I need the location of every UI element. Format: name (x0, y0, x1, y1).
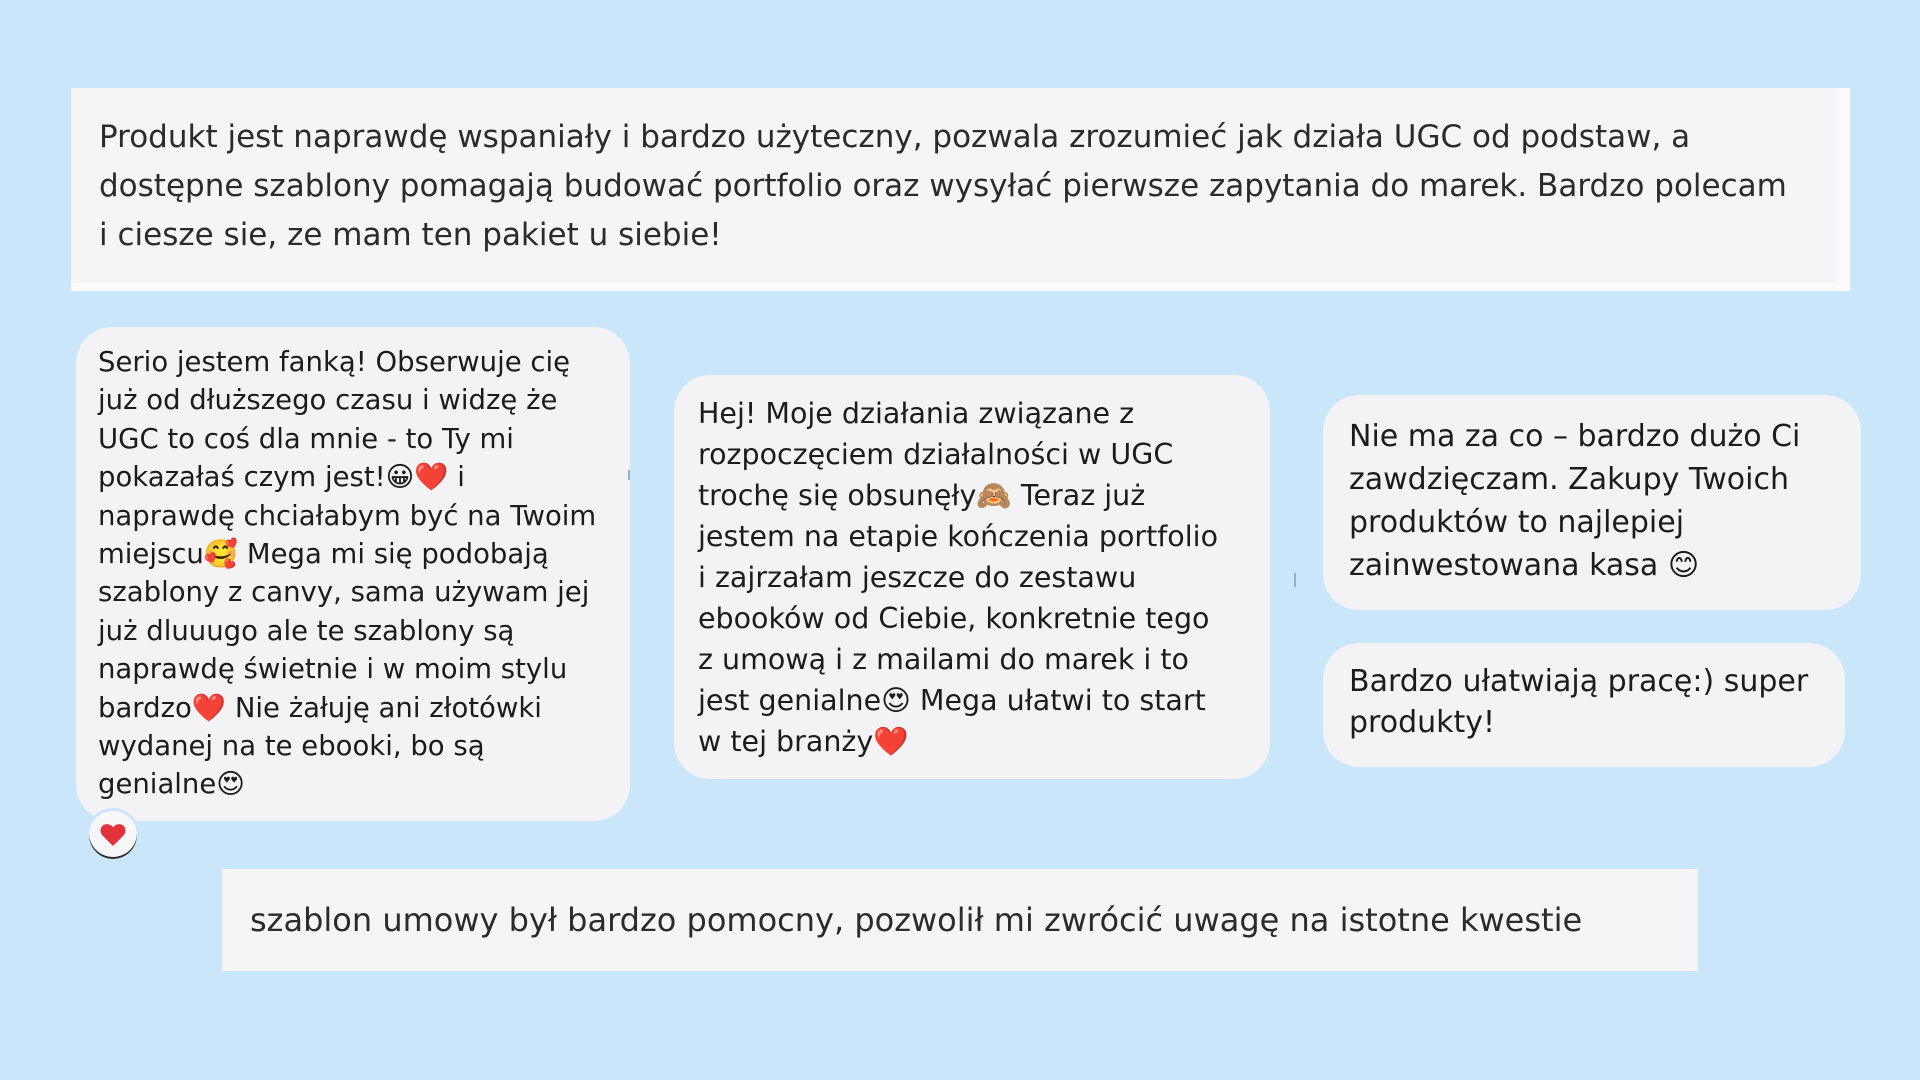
message-bubble-1: Serio jestem fanką! Obserwuje cię już od dłuższego czasu i widzę że UGC to coś dla mnie - to Ty mi pokazałaś czym jest!😀❤️ i naprawdę chciałabym być na Twoim miejscu🥰 Mega mi się podobają szablony z canvy, sama używam jej już dluuugo ale te szablony są naprawdę świetnie i w moim stylu bardzo❤️ Nie żałuję ani złotówki wydanej na te ebooki, bo są genialne😍 (76, 327, 630, 821)
top-testimonial-card: Produkt jest naprawdę wspaniały i bardzo użyteczny, pozwala zrozumieć jak działa UGC od podstaw, a dostępne szablony pomagają budować portfolio oraz wysyłać pierwsze zapytania do marek. Bardzo polecam i ciesze sie, ze mam ten pakiet u siebie! (71, 88, 1850, 291)
message-bubble-2: Hej! Moje działania związane z rozpoczęciem działalności w UGC trochę się obsunęły🙈 Teraz już jestem na etapie kończenia portfolio i zajrzałam jeszcze do zestawu ebooków od Ciebie, konkretnie tego z umową i z mailami do marek i to jest genialne😍 Mega ułatwi to start w tej branży❤️ (674, 375, 1270, 779)
message-bubble-4: Bardzo ułatwiają pracę:) super produkty! (1323, 643, 1845, 767)
reaction-badge[interactable] (86, 808, 140, 862)
message-bubble-3: Nie ma za co – bardzo dużo Ci zawdzięczam. Zakupy Twoich produktów to najlepiej zainwestowana kasa 😊 (1323, 395, 1861, 610)
divider-mark (1294, 573, 1296, 587)
divider-mark (628, 470, 630, 480)
heart-icon (100, 823, 126, 847)
bottom-testimonial-card: szablon umowy był bardzo pomocny, pozwolił mi zwrócić uwagę na istotne kwestie (222, 869, 1698, 971)
